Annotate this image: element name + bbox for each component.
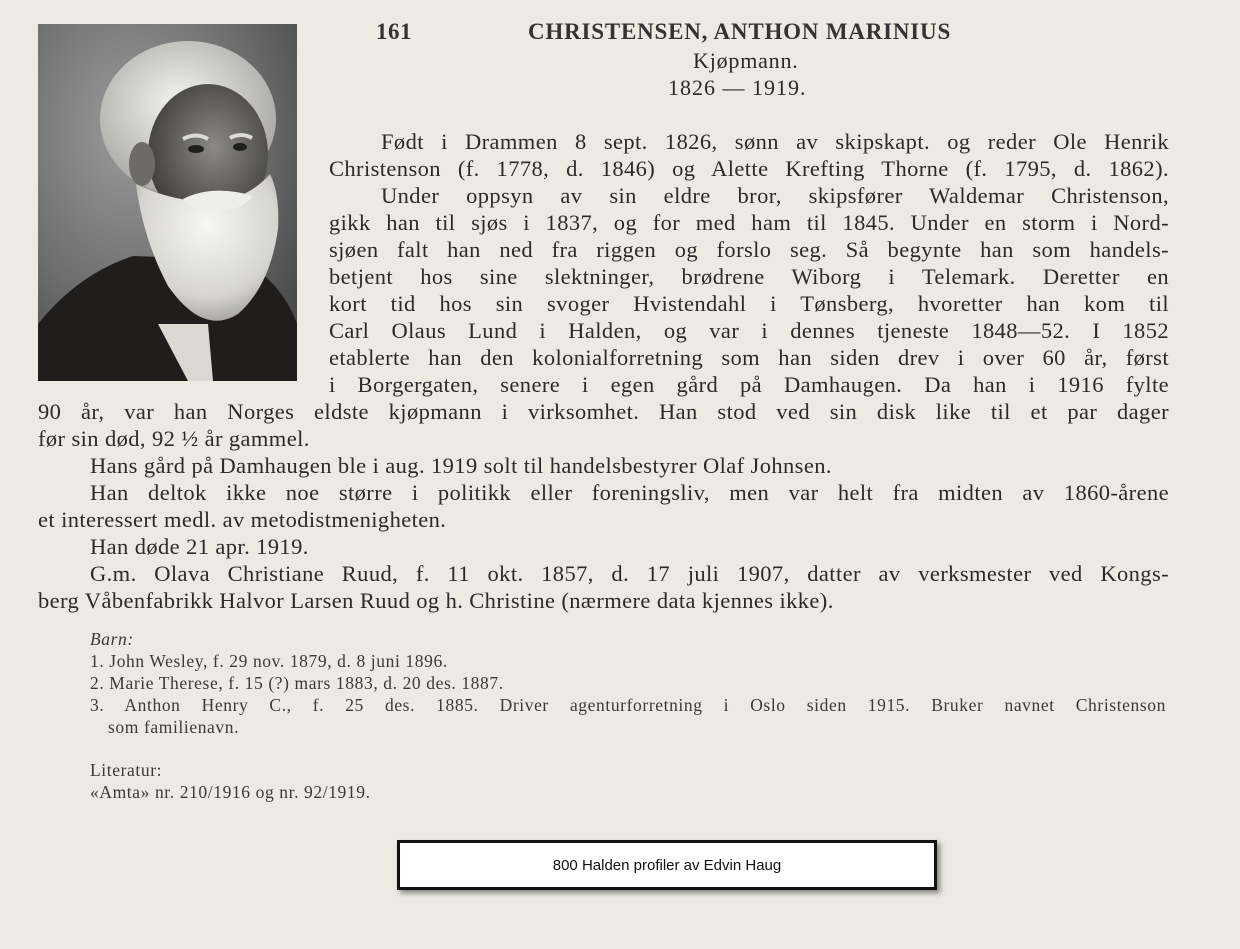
bio-line: kort tid hos sin svoger Hvistendahl i Tønsberg, hvoretter han kom til — [329, 291, 1169, 316]
bio-line: betjent hos sine slektninger, brødrene Wiborg i Telemark. Deretter en — [329, 264, 1169, 289]
footer-caption: 800 Halden profiler av Edvin Haug — [552, 856, 782, 874]
children-heading: Barn: — [90, 629, 134, 649]
child-item: 1. John Wesley, f. 29 nov. 1879, d. 8 juni 1896. — [90, 651, 448, 671]
bio-line: gikk han til sjøs i 1837, og for med ham til 1845. Under en storm i Nord- — [329, 210, 1169, 235]
bio-line: Han deltok ikke noe større i politikk eller foreningsliv, men var helt fra midten av 1860-årene — [90, 480, 1169, 505]
bio-line: Han døde 21 apr. 1919. — [90, 534, 309, 559]
bio-line: 90 år, var han Norges eldste kjøpmann i virksomhet. Han stod ved sin disk like til et par dager — [38, 399, 1169, 424]
bio-line: et interessert medl. av metodistmenigheten. — [38, 507, 447, 532]
literature-heading: Literatur: — [90, 760, 163, 780]
bio-line: Christenson (f. 1778, d. 1846) og Alette Krefting Thorne (f. 1795, d. 1862). — [329, 156, 1169, 181]
entry-years: 1826 — 1919. — [668, 75, 807, 100]
entry-number: 161 — [376, 19, 412, 44]
bio-line: før sin død, 92 ½ år gammel. — [38, 426, 310, 451]
child-item-continuation: som familienavn. — [108, 717, 240, 737]
child-item: 2. Marie Therese, f. 15 (?) mars 1883, d. 20 des. 1887. — [90, 673, 504, 693]
child-item: 3. Anthon Henry C., f. 25 des. 1885. Driver agenturforretning i Oslo siden 1915. Bruker navnet Christenson — [90, 695, 1166, 715]
bio-line: Hans gård på Damhaugen ble i aug. 1919 solt til handelsbestyrer Olaf Johnsen. — [90, 453, 832, 478]
bio-line: berg Våbenfabrikk Halvor Larsen Ruud og h. Christine (nærmere data kjennes ikke). — [38, 588, 834, 613]
bio-line: Under oppsyn av sin eldre bror, skipsfører Waldemar Christenson, — [381, 183, 1169, 208]
entry-occupation: Kjøpmann. — [693, 48, 799, 73]
literature-item: «Amta» nr. 210/1916 og nr. 92/1919. — [90, 782, 371, 802]
bio-line: G.m. Olava Christiane Ruud, f. 11 okt. 1857, d. 17 juli 1907, datter av verksmester ved Kongs- — [90, 561, 1169, 586]
footer-caption-box — [397, 840, 937, 890]
bio-line: Carl Olaus Lund i Halden, og var i dennes tjeneste 1848—52. I 1852 — [329, 318, 1169, 343]
portrait-photo — [38, 24, 297, 381]
entry-name: CHRISTENSEN, ANTHON MARINIUS — [528, 19, 952, 44]
bio-line: i Borgergaten, senere i egen gård på Damhaugen. Da han i 1916 fylte — [329, 372, 1169, 397]
bio-line: sjøen falt han ned fra riggen og forslo seg. Så begynte han som handels- — [329, 237, 1169, 262]
bio-line: etablerte han den kolonialforretning som han siden drev i over 60 år, først — [329, 345, 1169, 370]
bio-line: Født i Drammen 8 sept. 1826, sønn av skipskapt. og reder Ole Henrik — [381, 129, 1169, 154]
